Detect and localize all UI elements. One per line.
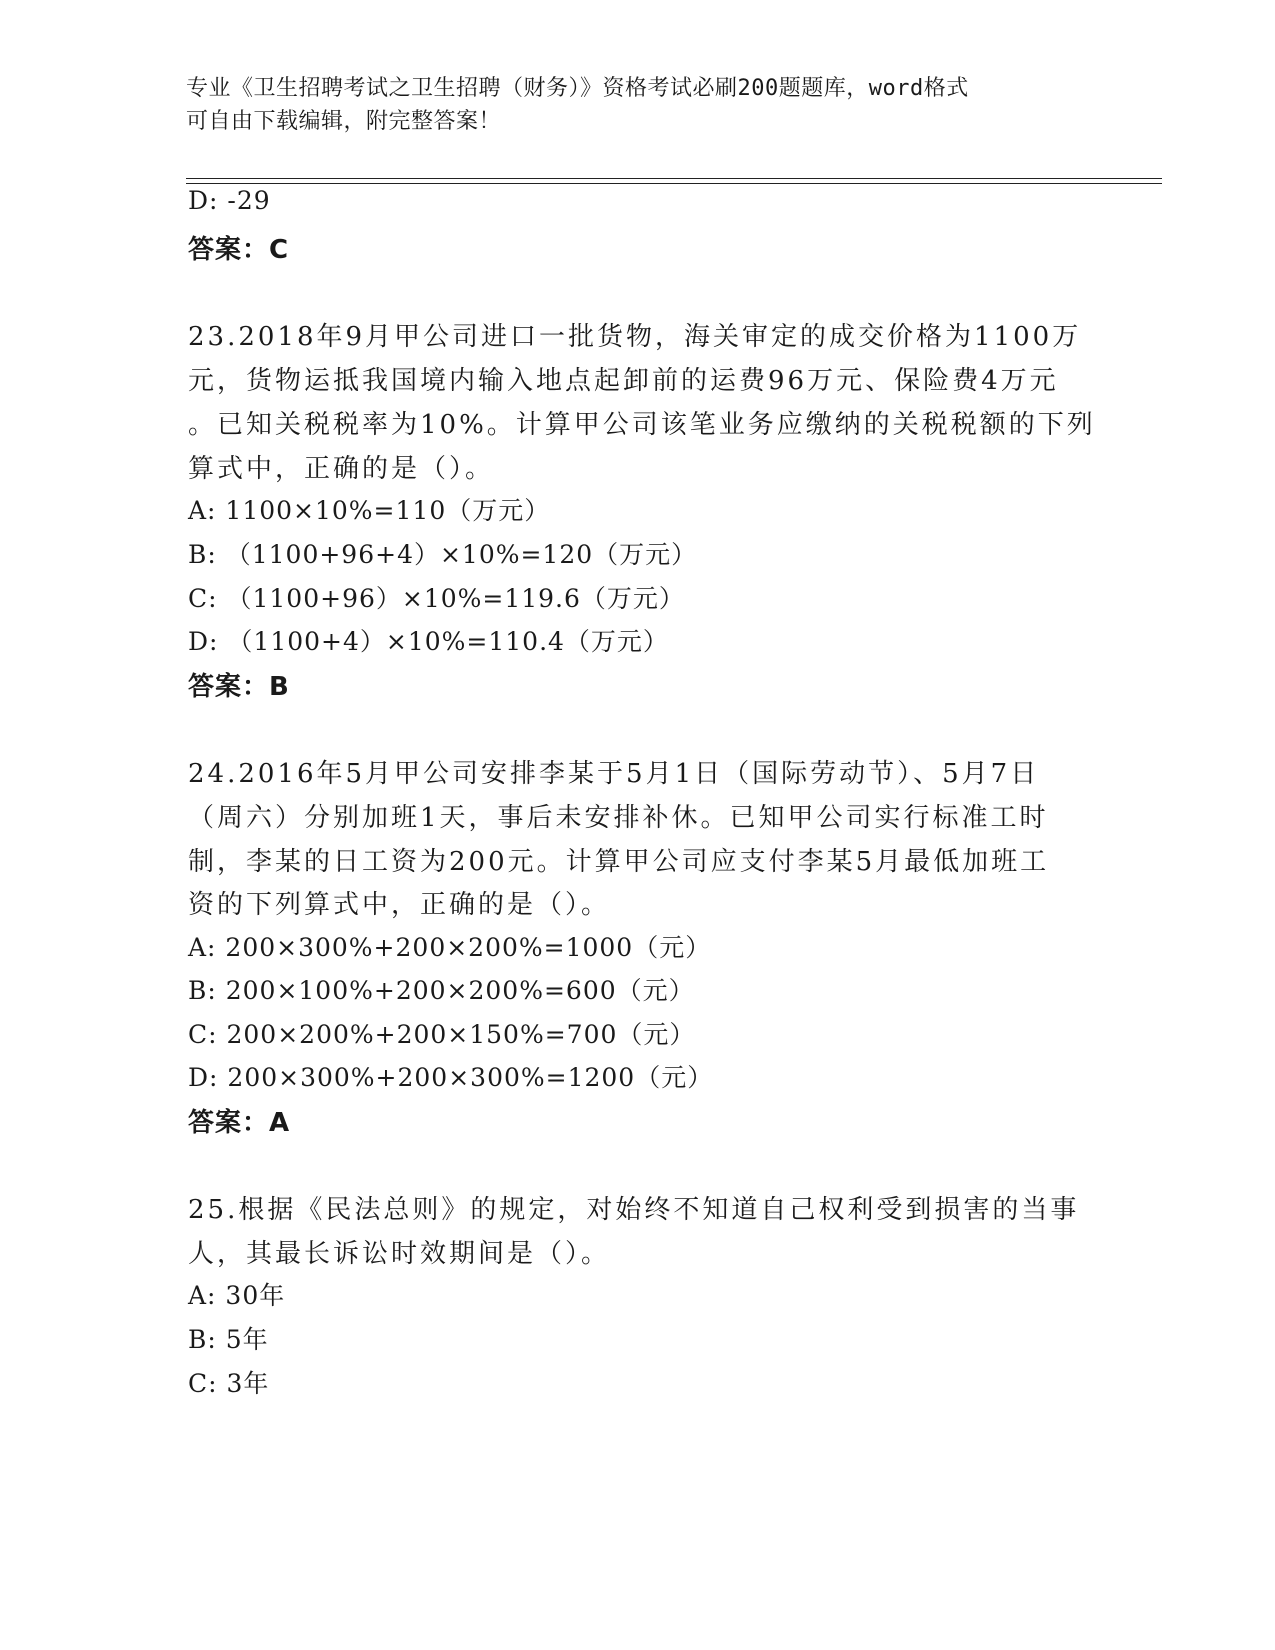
header-title-line-1: 专业《卫生招聘考试之卫生招聘（财务）》资格考试必刷200题题库，word格式 xyxy=(186,76,969,101)
q25-stem-line-2: 人，其最长诉讼时效期间是（）。 xyxy=(188,1239,611,1269)
q24-option-d: D: 200×300%+200×300%=1200（元） xyxy=(188,1063,714,1092)
q23-option-b: B: （1100+96+4）×10%=120（万元） xyxy=(188,540,698,569)
q23-answer: 答案：B xyxy=(188,672,290,702)
q23-stem-line-1: 23.2018年9月甲公司进口一批货物，海关审定的成交价格为1100万 xyxy=(188,322,1082,352)
q24-option-b: B: 200×100%+200×200%=600（元） xyxy=(188,976,695,1005)
prev-answer: 答案：C xyxy=(188,235,290,265)
q24-stem-line-3: 制，李某的日工资为200元。计算甲公司应支付李某5月最低加班工 xyxy=(188,847,1050,877)
q23-stem-line-2: 元，货物运抵我国境内输入地点起卸前的运费96万元、保险费4万元 xyxy=(188,366,1059,396)
q25-option-b: B: 5年 xyxy=(188,1325,269,1354)
document-header xyxy=(186,72,1086,138)
header-divider-top xyxy=(186,178,1162,179)
q23-option-c: C: （1100+96）×10%=119.6（万元） xyxy=(188,584,685,613)
q24-stem-line-1: 24.2016年5月甲公司安排李某于5月1日（国际劳动节）、5月7日 xyxy=(188,759,1040,789)
q24-answer: 答案：A xyxy=(188,1108,291,1138)
header-title-line-2: 可自由下载编辑，附完整答案！ xyxy=(186,109,502,134)
q25-option-a: A: 30年 xyxy=(188,1281,286,1310)
q24-stem-line-2: （周六）分别加班1天，事后未安排补休。已知甲公司实行标准工时 xyxy=(188,803,1049,833)
q23-option-a: A: 1100×10%=110（万元） xyxy=(188,496,551,525)
q25-option-c: C: 3年 xyxy=(188,1369,270,1398)
q23-stem-line-3: 。已知关税税率为10%。计算甲公司该笔业务应缴纳的关税税额的下列 xyxy=(188,410,1096,440)
q23-stem-line-4: 算式中，正确的是（）。 xyxy=(188,454,495,484)
q23-option-d: D: （1100+4）×10%=110.4（万元） xyxy=(188,627,669,656)
q24-option-c: C: 200×200%+200×150%=700（元） xyxy=(188,1020,696,1049)
header-divider-bottom xyxy=(186,183,1162,184)
q25-stem-line-1: 25.根据《民法总则》的规定，对始终不知道自己权利受到损害的当事 xyxy=(188,1195,1080,1225)
q24-stem-line-4: 资的下列算式中，正确的是（）。 xyxy=(188,890,611,920)
q24-option-a: A: 200×300%+200×200%=1000（元） xyxy=(188,933,712,962)
prev-option-d: D: -29 xyxy=(188,186,271,215)
